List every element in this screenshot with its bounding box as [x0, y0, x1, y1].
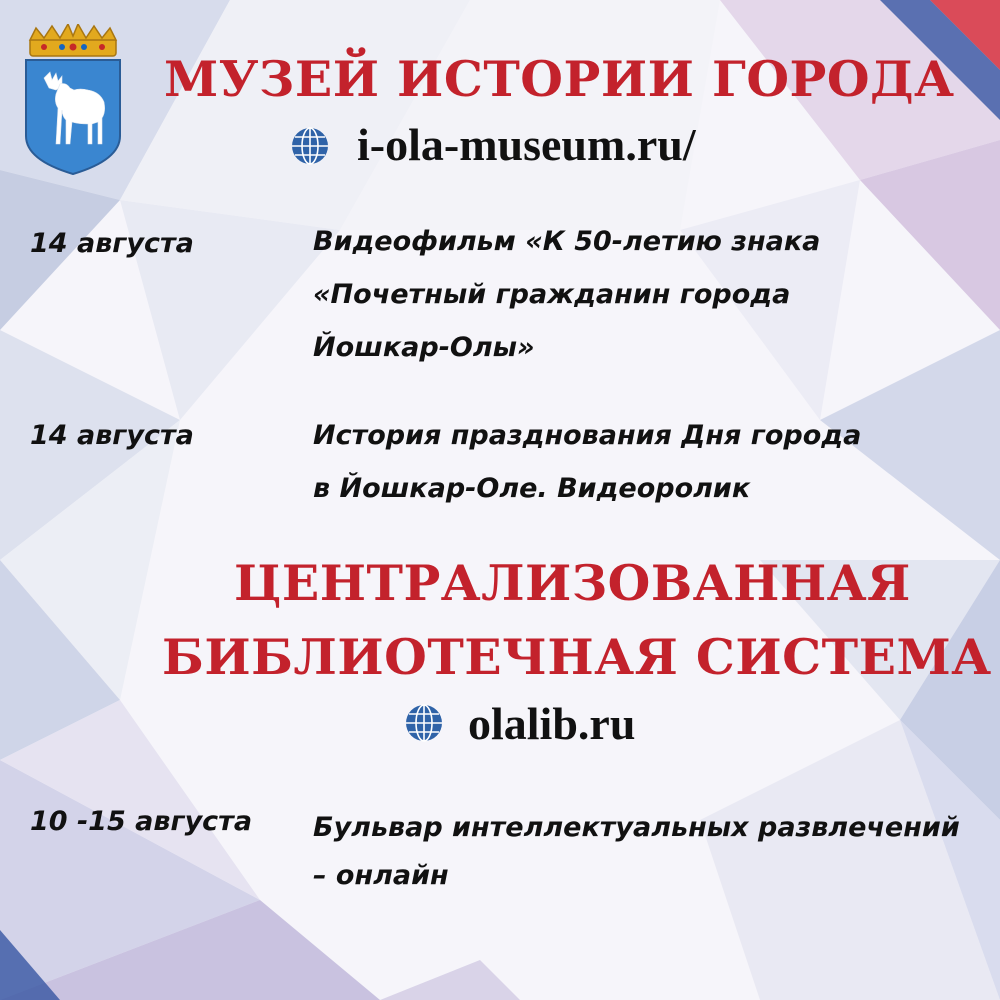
museum-website-link[interactable]: i-ola-museum.ru/ — [357, 119, 696, 170]
library-website-link[interactable]: olalib.ru — [468, 698, 636, 749]
event-description-line: Видеофильм «К 50-летию знака — [313, 226, 821, 257]
event-date: 14 августа — [30, 228, 194, 259]
museum-title: МУЗЕЙ ИСТОРИИ ГОРОДА — [164, 50, 955, 108]
crown-icon — [30, 24, 116, 56]
event-description-line: Йошкар-Олы» — [313, 332, 535, 363]
globe-icon — [290, 126, 330, 166]
coat-of-arms — [22, 24, 124, 176]
event-description — [313, 806, 960, 898]
event-description — [313, 414, 861, 511]
event-description-line: «Почетный гражданин города — [313, 279, 791, 310]
event-description-line: – онлайн — [313, 860, 449, 891]
library-title-line-1: ЦЕНТРАЛИЗОВАННАЯ — [234, 554, 911, 612]
event-description — [313, 220, 820, 370]
library-title-line-2: БИБЛИОТЕЧНАЯ СИСТЕМА — [162, 628, 992, 686]
event-description-line: История празднования Дня города — [313, 420, 862, 451]
globe-icon — [404, 703, 444, 743]
event-description-line: Бульвар интеллектуальных развлечений — [313, 812, 960, 843]
event-date: 14 августа — [30, 420, 194, 451]
event-description-line: в Йошкар-Оле. Видеоролик — [313, 473, 751, 504]
event-date: 10 -15 августа — [30, 806, 253, 837]
